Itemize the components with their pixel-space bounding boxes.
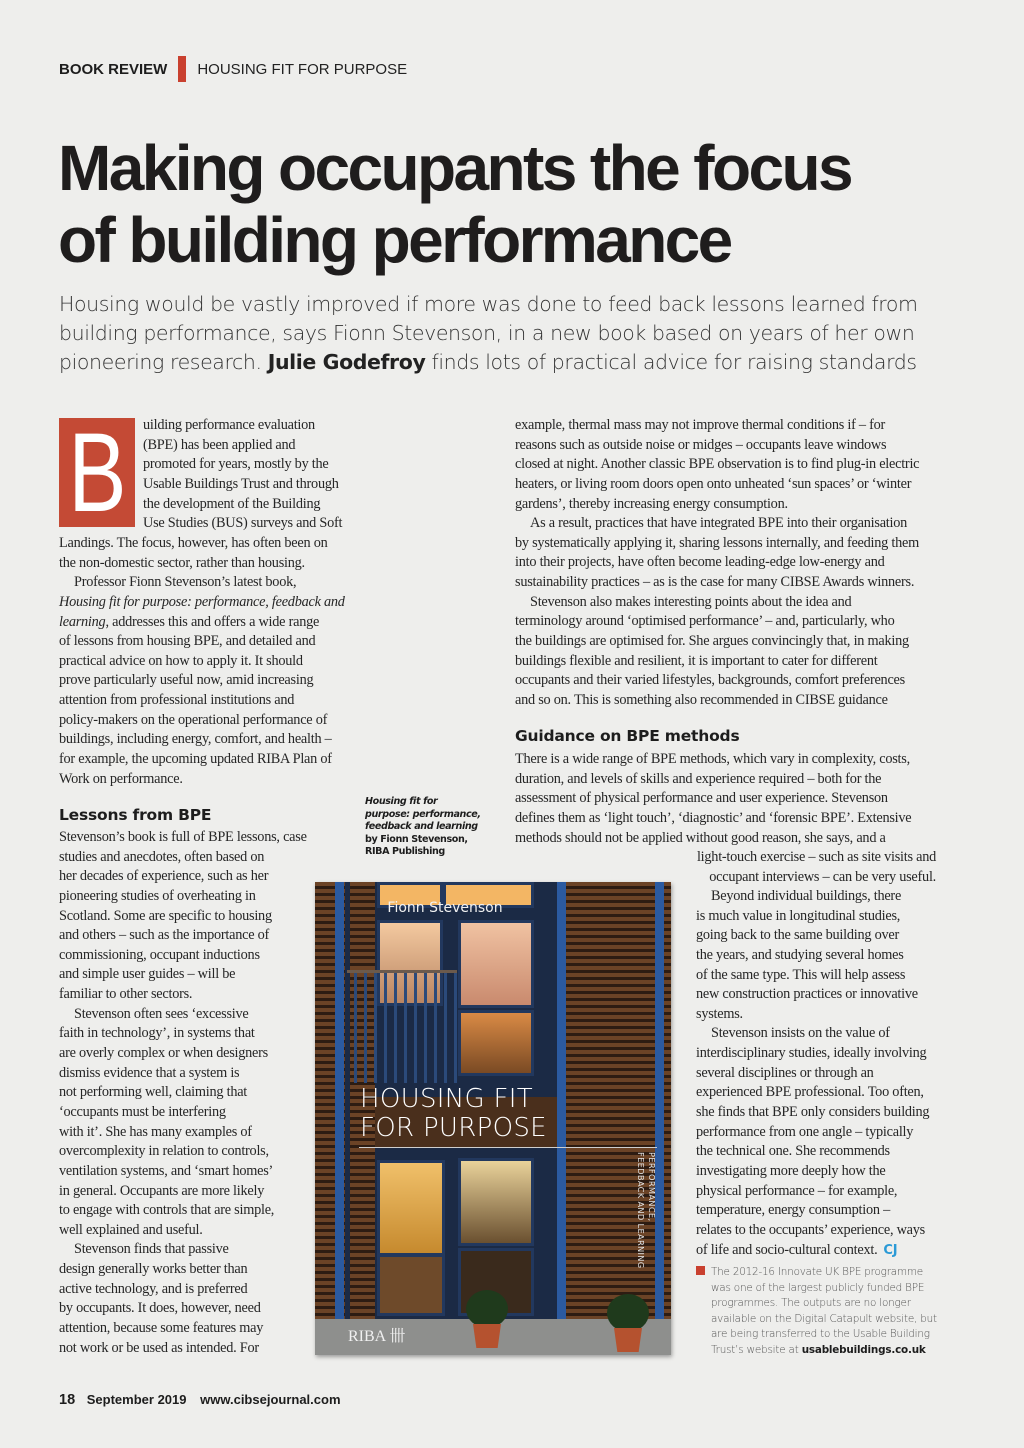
text-line: is much value in longitudinal studies, bbox=[696, 907, 901, 924]
text-line: Usable Buildings Trust and through bbox=[143, 475, 339, 492]
page-footer bbox=[59, 1392, 341, 1408]
text-line: ‘occupants must be interfering bbox=[59, 1103, 226, 1120]
text-line: Scotland. Some are specific to housing bbox=[59, 907, 272, 924]
text-line: commissioning, occupant inductions bbox=[59, 946, 260, 963]
standfirst bbox=[59, 290, 959, 377]
text-line: with it’. She has many examples of bbox=[59, 1123, 252, 1140]
page-number: 18 bbox=[59, 1392, 76, 1408]
text-line: Stevenson finds that passive bbox=[74, 1241, 229, 1258]
guidance-narrow-text bbox=[696, 887, 929, 1260]
text-line: Stevenson also makes interesting points about the idea and bbox=[530, 593, 852, 610]
kicker-divider bbox=[178, 56, 186, 82]
text-line: well explained and useful. bbox=[59, 1221, 203, 1238]
caption-byline: by Fionn Stevenson, bbox=[365, 833, 468, 845]
footnote-line bbox=[696, 1343, 941, 1359]
text-line: assessment of physical performance and user experience. Stevenson bbox=[515, 790, 888, 807]
text-line: pioneering studies of overheating in bbox=[59, 887, 256, 904]
text-line: closed at night. Another classic BPE observation is to find plug-in electric bbox=[515, 456, 920, 473]
footnote bbox=[696, 1265, 941, 1359]
text-segment: of life and socio-cultural context. bbox=[696, 1241, 878, 1258]
section-label: BOOK REVIEW bbox=[59, 60, 168, 78]
text-line: (BPE) has been applied and bbox=[143, 436, 296, 453]
window bbox=[377, 1254, 445, 1316]
blue-post bbox=[655, 882, 664, 1355]
text-line: studies and anecdotes, often based on bbox=[59, 848, 265, 865]
text-line: going back to the same building over bbox=[696, 927, 900, 944]
riba-logo-icon: 卌 bbox=[389, 1328, 406, 1345]
riba-wordmark: RIBA bbox=[348, 1328, 386, 1345]
issue-date: September 2019 bbox=[86, 1392, 187, 1407]
cover-author: Fionn Stevenson bbox=[387, 900, 503, 916]
column-1-text bbox=[59, 534, 345, 789]
text-line: not work or be used as intended. For bbox=[59, 1339, 259, 1356]
text-line: Stevenson insists on the value of bbox=[711, 1025, 890, 1042]
plant-pot bbox=[607, 1294, 649, 1352]
blue-post bbox=[335, 882, 344, 1355]
book-caption bbox=[365, 796, 481, 859]
text-line: defines them as ‘light touch’, ‘diagnostic’ and ‘forensic BPE’. Extensive bbox=[515, 809, 912, 826]
text-line: familiar to other sectors. bbox=[59, 986, 193, 1003]
drop-cap bbox=[59, 410, 135, 535]
text-line: attention, because some features may bbox=[59, 1320, 264, 1337]
text-line: light-touch exercise – such as site visits and bbox=[696, 849, 936, 865]
topic-label: HOUSING FIT FOR PURPOSE bbox=[197, 60, 408, 78]
footnote-line bbox=[696, 1265, 941, 1281]
text-line: Landings. The focus, however, has often been on bbox=[59, 535, 328, 551]
red-square-bullet-icon bbox=[696, 1266, 705, 1275]
text-line: prove particularly useful now, amid increasing bbox=[59, 672, 314, 689]
text-line: attention from professional institutions and bbox=[59, 692, 295, 709]
section-heading: Guidance on BPE methods bbox=[515, 727, 740, 745]
footnote-link[interactable]: usablebuildings.co.uk bbox=[801, 1343, 926, 1356]
text-line: heaters, or living room doors open onto unheated ‘sun spaces’ or ‘winter bbox=[515, 475, 912, 492]
text-line: investigating more deeply how the bbox=[696, 1162, 886, 1179]
end-mark: CJ bbox=[883, 1242, 898, 1258]
text-line: sustainability practices – as is the case for many CIBSE Awards winners. bbox=[515, 574, 915, 591]
text-line: duration, and levels of skills and experience required – both for the bbox=[515, 770, 882, 787]
cover-title-line: HOUSING FIT bbox=[360, 1084, 533, 1114]
lessons-text bbox=[59, 828, 307, 1358]
text-line: overcomplexity in relation to controls, bbox=[59, 1143, 269, 1160]
footnote-text: Trust’s website at bbox=[711, 1343, 799, 1356]
text-line: uilding performance evaluation bbox=[143, 417, 315, 433]
text-line: occupant interviews – can be very useful. bbox=[709, 868, 936, 885]
text-line: design generally works better than bbox=[59, 1261, 248, 1278]
text-line: temperature, energy consumption – bbox=[696, 1202, 890, 1219]
text-line: she finds that BPE only considers building bbox=[696, 1104, 930, 1121]
text-line: ventilation systems, and ‘smart homes’ bbox=[59, 1162, 274, 1179]
text-line: buildings, including energy, comfort, and health – bbox=[59, 731, 332, 748]
caption-title: purpose: performance, bbox=[365, 808, 481, 820]
text-line: of lessons from housing BPE, and detailed and bbox=[59, 633, 316, 650]
text-line: into their projects, have often become leading-edge low-energy and bbox=[515, 554, 885, 571]
text-line: the buildings are optimised for. She argues convincingly that, in making bbox=[515, 633, 909, 650]
balcony-railing bbox=[347, 970, 457, 1083]
window bbox=[458, 1158, 534, 1246]
text-line: the technical one. She recommends bbox=[696, 1143, 890, 1160]
riba-logo bbox=[348, 1323, 405, 1346]
blue-post bbox=[557, 882, 566, 1355]
text-line: by systematically applying it, sharing lessons internally, and feeding them bbox=[515, 534, 919, 551]
text-line: experienced BPE professional. Too often, bbox=[696, 1084, 924, 1101]
text-line: buildings flexible and resilient, it is important to cater for different bbox=[515, 652, 878, 669]
cover-title bbox=[360, 1085, 547, 1143]
book-cover-image bbox=[315, 882, 671, 1355]
text-line: There is a wide range of BPE methods, which vary in complexity, costs, bbox=[515, 751, 910, 767]
text-line: promoted for years, mostly by the bbox=[143, 456, 329, 473]
footnote-text: The 2012-16 Innovate UK BPE programme bbox=[711, 1266, 923, 1278]
footnote-line: available on the Digital Catapult website, but bbox=[711, 1312, 937, 1325]
section-kicker bbox=[59, 56, 407, 82]
cover-subtitle-line: PERFORMANCE, bbox=[647, 1152, 657, 1222]
guidance-text bbox=[515, 750, 911, 848]
text-line: practical advice on how to apply it. It should bbox=[59, 652, 303, 669]
caption-title: feedback and learning bbox=[365, 821, 478, 833]
article-title bbox=[58, 132, 1018, 276]
text-line: active technology, and is preferred bbox=[59, 1280, 248, 1297]
footnote-line: programmes. The outputs are no longer bbox=[711, 1297, 911, 1310]
text-segment: , addresses this and offers a wide range bbox=[105, 613, 320, 630]
text-line bbox=[59, 613, 345, 633]
text-line: the development of the Building bbox=[143, 495, 321, 512]
text-line: terminology around ‘optimised performance’ – and, particularly, who bbox=[515, 613, 895, 630]
text-line: for example, the upcoming updated RIBA Plan of bbox=[59, 751, 332, 768]
text-line: reasons such as outside noise or midges – occupants leave windows bbox=[515, 436, 887, 453]
text-line: are overly complex or when designers bbox=[59, 1045, 268, 1062]
section-heading: Lessons from BPE bbox=[59, 806, 212, 824]
text-line: and simple user guides – will be bbox=[59, 966, 236, 983]
text-line: not performing well, claiming that bbox=[59, 1084, 248, 1101]
text-line: Beyond individual buildings, there bbox=[711, 888, 902, 904]
drop-cap-letter: B bbox=[67, 410, 127, 535]
website-link[interactable]: www.cibsejournal.com bbox=[200, 1392, 341, 1407]
footnote-line: was one of the largest publicly funded BPE bbox=[711, 1281, 925, 1294]
text-line: systems. bbox=[696, 1005, 743, 1022]
reviewer-name: Julie Godefroy bbox=[267, 350, 426, 374]
window bbox=[458, 1010, 534, 1076]
text-line: Stevenson’s book is full of BPE lessons, case bbox=[59, 829, 307, 845]
text-line: several disciplines or through an bbox=[696, 1064, 874, 1081]
text-line: example, thermal mass may not improve thermal conditions if – for bbox=[515, 417, 886, 433]
title-line: Making occupants the focus bbox=[58, 132, 851, 204]
cover-rule bbox=[359, 1147, 657, 1148]
text-line: to engage with controls that are simple, bbox=[59, 1202, 275, 1219]
plant-pot bbox=[466, 1290, 508, 1348]
title-line: of building performance bbox=[58, 204, 731, 276]
text-line: the non-domestic sector, rather than housing. bbox=[59, 554, 305, 571]
text-line: her decades of experience, such as her bbox=[59, 868, 269, 885]
text-line: and so on. This is something also recommended in CIBSE guidance bbox=[515, 691, 888, 708]
window bbox=[377, 1160, 445, 1256]
text-line: dismiss evidence that a system is bbox=[59, 1064, 240, 1081]
text-line: and others – such as the importance of bbox=[59, 927, 270, 944]
text-line: Work on performance. bbox=[59, 770, 183, 787]
standfirst-text: finds lots of practical advice for raising standards bbox=[431, 350, 917, 374]
caption-publisher: RIBA Publishing bbox=[365, 846, 445, 858]
footnote-line: are being transferred to the Usable Building bbox=[711, 1328, 930, 1341]
text-line: in general. Occupants are more likely bbox=[59, 1182, 265, 1199]
cover-subtitle-line: FEEDBACK AND LEARNING bbox=[636, 1152, 646, 1269]
text-line: As a result, practices that have integrated BPE into their organisation bbox=[530, 515, 908, 532]
text-line: relates to the occupants’ experience, ways bbox=[696, 1221, 925, 1238]
text-line: by occupants. It does, however, need bbox=[59, 1300, 261, 1317]
window bbox=[458, 920, 534, 1008]
text-line: of the same type. This will help assess bbox=[696, 966, 906, 983]
text-line bbox=[59, 593, 345, 613]
text-line: interdisciplinary studies, ideally involving bbox=[696, 1045, 927, 1062]
text-line: Stevenson often sees ‘excessive bbox=[74, 1005, 249, 1022]
caption-title: Housing fit for bbox=[365, 796, 438, 807]
text-line: methods should not be applied without good reason, she says, and a bbox=[515, 829, 886, 846]
text-line: gardens’, thereby increasing energy consumption. bbox=[515, 495, 788, 512]
text-line: faith in technology’, in systems that bbox=[59, 1025, 255, 1042]
cover-subtitle bbox=[635, 1152, 657, 1269]
standfirst-text: Housing would be vastly improved if more was done to feed back lessons learned from building performance, says Fionn Stevenson, in a new book based on years of her own pioneering research. bbox=[59, 292, 918, 374]
intro-narrow-lines bbox=[143, 416, 342, 534]
text-line: physical performance – for example, bbox=[696, 1182, 898, 1199]
cover-title-line: FOR PURPOSE bbox=[360, 1113, 547, 1143]
text-line: the years, and studying several homes bbox=[696, 946, 904, 963]
text-line: Professor Fionn Stevenson’s latest book, bbox=[74, 574, 297, 591]
text-line: occupants and their varied lifestyles, backgrounds, comfort preferences bbox=[515, 672, 905, 689]
text-line: performance from one angle – typically bbox=[696, 1123, 914, 1140]
text-line: Use Studies (BUS) surveys and Soft bbox=[143, 515, 343, 532]
text-line bbox=[696, 1241, 929, 1261]
text-line: policy-makers on the operational performance of bbox=[59, 711, 328, 728]
book-title-italic: Housing fit for purpose: performance, feedback and bbox=[59, 593, 345, 610]
text-line: new construction practices or innovative bbox=[696, 986, 918, 1003]
column-3-text bbox=[515, 416, 919, 711]
book-title-italic: learning bbox=[59, 613, 106, 630]
